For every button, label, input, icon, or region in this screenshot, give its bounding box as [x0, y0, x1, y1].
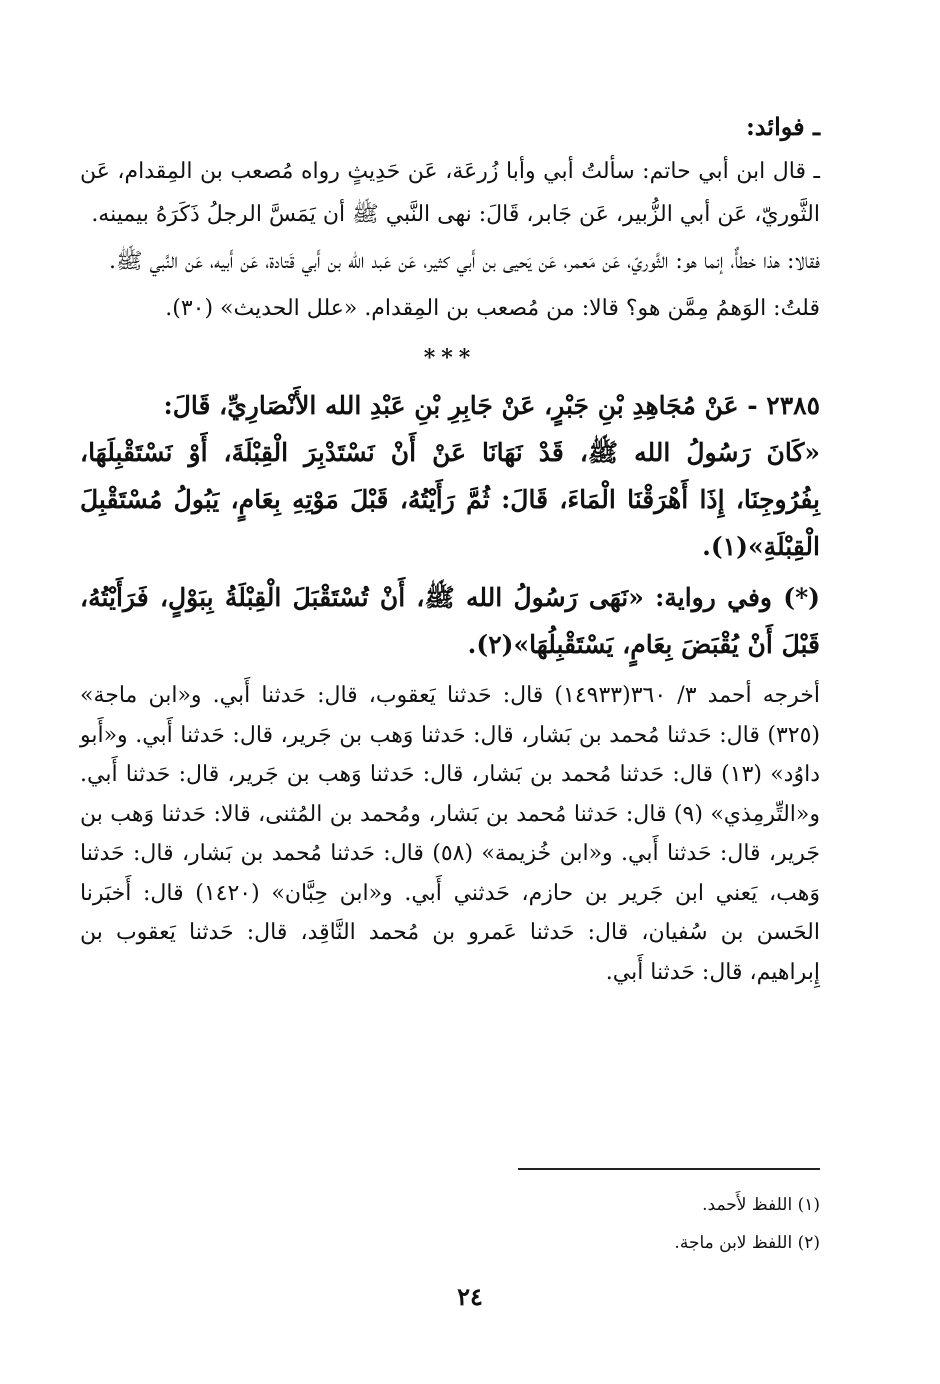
footnote-divider — [518, 1168, 820, 1170]
footnote-1: (١) اللفظ لأَحمد. — [702, 1195, 820, 1215]
hadith-text: «كَانَ رَسُولُ الله ﷺ، قَدْ نَهَانَا عَنْ أَنْ نَسْتَدْبِرَ الْقِبْلَةَ، أَوْ نَسْتَقْبِلَهَا، بِفُرُوجِنَا، إِذَا أَهْرَقْنَا الْمَاءَ، قَالَ: ثُمَّ رَأَيْتُهُ، قَبْلَ مَوْتِهِ بِعَامٍ، يَبُولُ مُسْتَقْبِلَ الْقِبْلَةِ»(١). — [80, 438, 820, 561]
section-heading: ـ فوائد: — [745, 112, 820, 141]
hadith-variant: (*) وفي رواية: «نَهَى رَسُولُ الله ﷺ، أَنْ تُسْتَقْبَلَ الْقِبْلَةُ بِبَوْلٍ، فَرَأَيْتُهُ، قَبْلَ أَنْ يُقْبَضَ بِعَامٍ، يَسْتَقْبِلُهَا»(٢). — [80, 583, 820, 659]
benefit-paragraph-2: فقالا: هذا خطأٌ، إنما هو: الثَّوريّ، عَن مَعمر، عَن يَحيى بن أَبي كثير، عَن عَبد الله بن أَبي قَتادة، عَن أَبيه، عَن النَّبي ﷺ. — [109, 249, 820, 274]
page-number: ٢٤ — [457, 1282, 483, 1311]
benefit-paragraph-1: ـ قال ابن أبي حاتم: سألتُ أبي وأبا زُرعَة، عَن حَدِيثٍ رواه مُصعب بن المِقدام، عَن الثَّوريّ، عَن أبي الزُّبير، عَن جَابر، قَالَ: نهى النَّبي ﷺ أن يَمَسَّ الرجلُ ذَكَرَهُ بيمينه. — [80, 159, 820, 227]
hadith-isnad: ٢٣٨٥ - عَنْ مُجَاهِدِ بْنِ جَبْرٍ، عَنْ جَابِرِ بْنِ عَبْدِ الله الأَنْصَارِيِّ، قَالَ: — [163, 391, 820, 420]
benefit-paragraph-3: قلتُ: الوَهمُ مِمَّن هو؟ قالا: من مُصعب بن المِقدام. «علل الحديث» (٣٠). — [165, 296, 820, 321]
page-body — [80, 104, 820, 996]
footnote-2: (٢) اللفظ لابن ماجة. — [674, 1233, 820, 1253]
section-separator: *** — [423, 345, 477, 371]
footnotes — [440, 1186, 820, 1262]
takhrij-paragraph: أخرجه أحمد ٣/ ٣٦٠(١٤٩٣٣) قال: حَدثنا يَعقوب، قال: حَدثنا أَبي. و«ابن ماجة» (٣٢٥) قال: حَدثنا مُحمد بن بَشار، قال: حَدثنا وَهب بن جَرير، قال: حَدثنا أَبي. و«أَبو داوُد» (١٣) قال: حَدثنا مُحمد بن بَشار، قال: حَدثنا وَهب بن جَرير، قال: حَدثنا أَبي. و«التِّرمِذي» (٩) قال: حَدثنا مُحمد بن بَشار، ومُحمد بن المُثنى، قالا: حَدثنا وَهب بن جَرير، قال: حَدثنا أَبي. و«ابن خُزيمة» (٥٨) قال: حَدثنا مُحمد بن بَشار، قال: حَدثنا وَهب، يَعني ابن جَرير بن حازم، حَدثني أَبي. و«ابن حِبَّان» (١٤٢٠) قال: أَخبَرنا الحَسن بن سُفيان، قال: حَدثنا عَمرو بن مُحمد النَّاقِد، قال: حَدثنا يَعقوب بن إِبراهيم، قال: حَدثنا أَبي. — [80, 683, 821, 985]
